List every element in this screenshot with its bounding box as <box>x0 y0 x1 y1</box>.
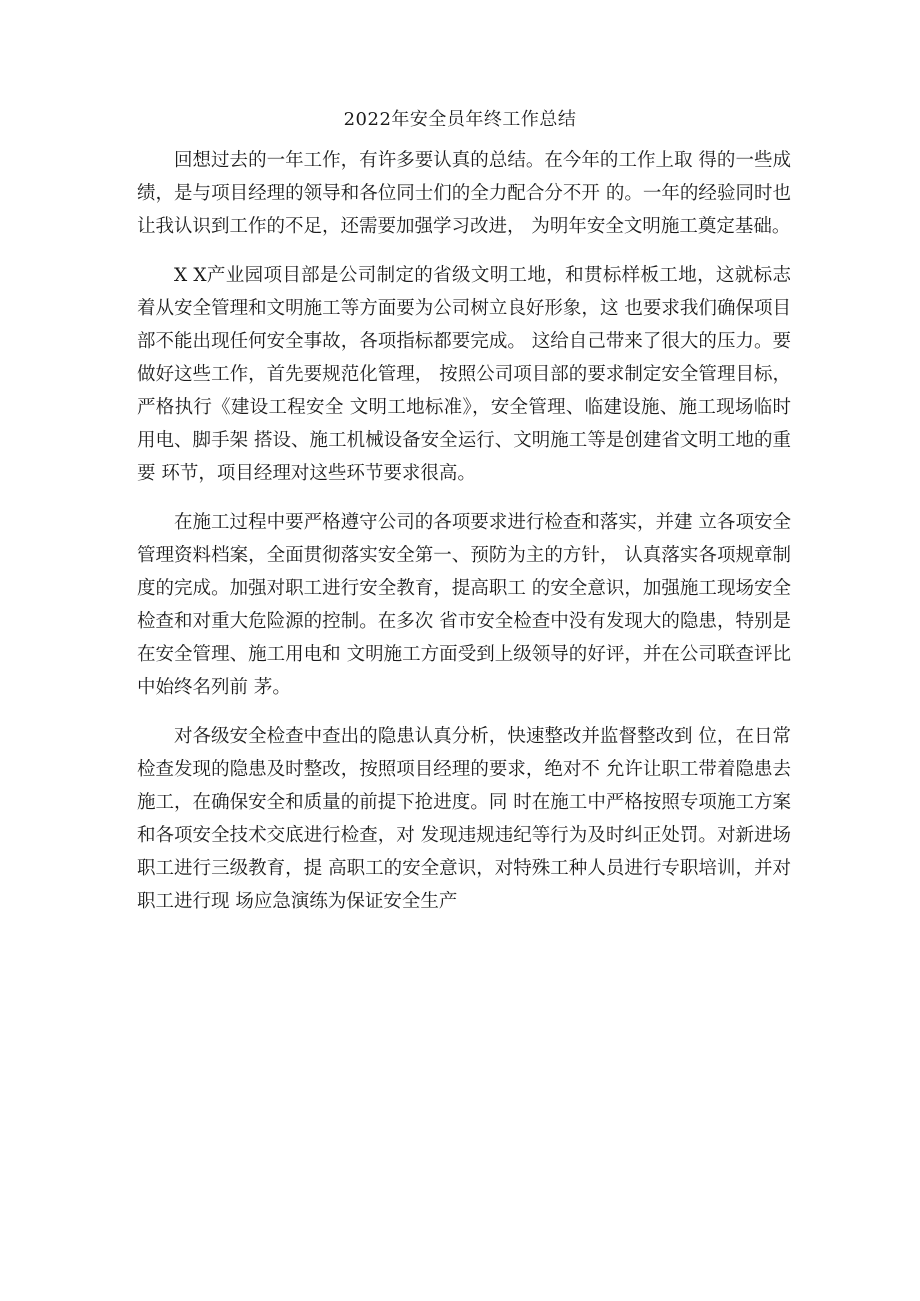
document-body <box>137 144 791 934</box>
document-title: 2022年安全员年终工作总结 <box>343 109 577 130</box>
paragraph-4: 对各级安全检查中查出的隐患认真分析，快速整改并监督整改到 位，在日常检查发现的隐患及时整改，按照项目经理的要求，绝对不 允许让职工带着隐患去施工，在确保安全和质量的前提下抢进度。同 时在施工中严格按照专项施工方案和各项安全技术交底进行检查，对 发现违规违纪等行为及时纠正处罚。对新进场职工进行三级教育，提 高职工的安全意识，对特殊工种人员进行专职培训，并对职工进行现 场应急演练为保证安全生产 <box>137 726 791 912</box>
paragraph-1: 回想过去的一年工作，有许多要认真的总结。在今年的工作上取 得的一些成绩，是与项目经理的领导和各位同士们的全力配合分不开 的。一年的经验同时也让我认识到工作的不足，还需要加强学习改进， 为明年安全文明施工奠定基础。 <box>137 150 791 237</box>
paragraph-3: 在施工过程中要严格遵守公司的各项要求进行检查和落实，并建 立各项安全管理资料档案，全面贯彻落实安全第一、预防为主的方针， 认真落实各项规章制度的完成。加强对职工进行安全教育，提高职工 的安全意识，加强施工现场安全检查和对重大危险源的控制。在多次 省市安全检查中没有发现大的隐患，特别是在安全管理、施工用电和 文明施工方面受到上级领导的好评，并在公司联查评比中始终名列前 茅。 <box>137 512 791 698</box>
paragraph-2: X X产业园项目部是公司制定的省级文明工地，和贯标样板工地，这就标志着从安全管理和文明施工等方面要为公司树立良好形象，这 也要求我们确保项目部不能出现任何安全事故，各项指标都要完成。 这给自己带来了很大的压力。要做好这些工作，首先要规范化管理， 按照公司项目部的要求制定安全管理目标，严格执行《建设工程安全 文明工地标准》，安全管理、临建设施、施工现场临时用电、脚手架 搭设、施工机械设备安全运行、文明施工等是创建省文明工地的重要 环节，项目经理对这些环节要求很高。 <box>137 265 791 484</box>
